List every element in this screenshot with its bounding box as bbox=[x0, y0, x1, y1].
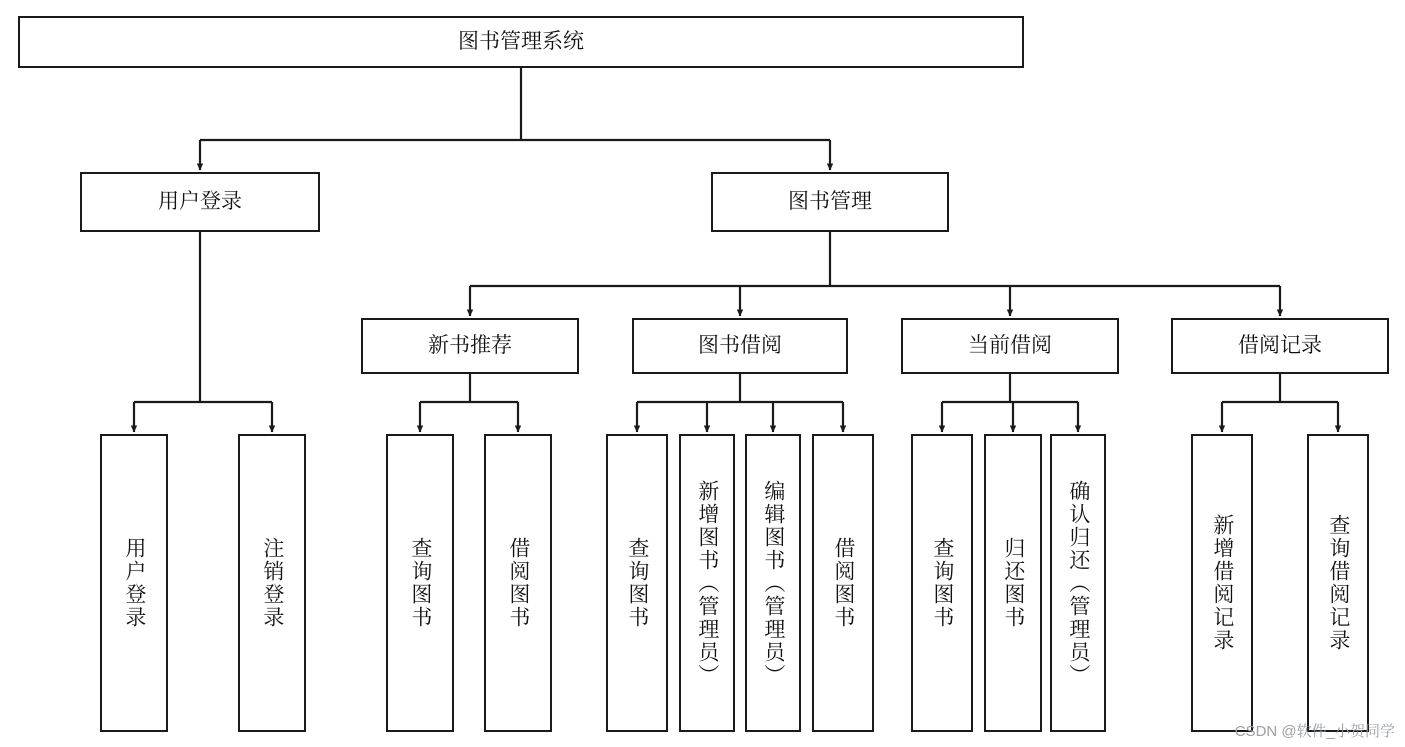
node-label: 用户登录 bbox=[158, 190, 242, 214]
node-label: 借阅记录 bbox=[1238, 334, 1322, 358]
node-r1 bbox=[1191, 434, 1253, 732]
node-r2 bbox=[1307, 434, 1369, 732]
node-b1 bbox=[606, 434, 668, 732]
node-label: 新增借阅记录 bbox=[1210, 514, 1234, 652]
node-label: 新书推荐 bbox=[428, 334, 512, 358]
node-label: 借阅图书 bbox=[831, 537, 855, 629]
node-b4 bbox=[812, 434, 874, 732]
node-b2 bbox=[679, 434, 735, 732]
node-record bbox=[1171, 318, 1389, 374]
node-label: 图书借阅 bbox=[698, 334, 782, 358]
node-bookmgmt bbox=[711, 172, 949, 232]
node-n1 bbox=[386, 434, 454, 732]
node-label: 当前借阅 bbox=[968, 334, 1052, 358]
node-label: 用户登录 bbox=[122, 537, 146, 629]
node-label: 查询图书 bbox=[625, 537, 649, 629]
node-label: 编辑图书（管理员） bbox=[761, 479, 785, 687]
node-label: 注销登录 bbox=[260, 537, 284, 629]
node-label: 查询借阅记录 bbox=[1326, 514, 1350, 652]
node-label: 新增图书（管理员） bbox=[695, 479, 719, 687]
node-label: 查询图书 bbox=[408, 537, 432, 629]
node-b3 bbox=[745, 434, 801, 732]
node-newbook bbox=[361, 318, 579, 374]
node-label: 确认归还（管理员） bbox=[1066, 479, 1090, 687]
watermark: CSDN @软件_小贺同学 bbox=[1234, 723, 1395, 740]
node-label: 查询图书 bbox=[930, 537, 954, 629]
node-c1 bbox=[911, 434, 973, 732]
node-c2 bbox=[984, 434, 1042, 732]
node-login bbox=[80, 172, 320, 232]
node-n2 bbox=[484, 434, 552, 732]
node-l1 bbox=[100, 434, 168, 732]
node-label: 图书管理 bbox=[788, 190, 872, 214]
node-borrow bbox=[632, 318, 848, 374]
node-c3 bbox=[1050, 434, 1106, 732]
node-label: 归还图书 bbox=[1001, 537, 1025, 629]
node-root bbox=[18, 16, 1024, 68]
node-label: 图书管理系统 bbox=[458, 30, 584, 54]
node-l2 bbox=[238, 434, 306, 732]
node-current bbox=[901, 318, 1119, 374]
node-label: 借阅图书 bbox=[506, 537, 530, 629]
